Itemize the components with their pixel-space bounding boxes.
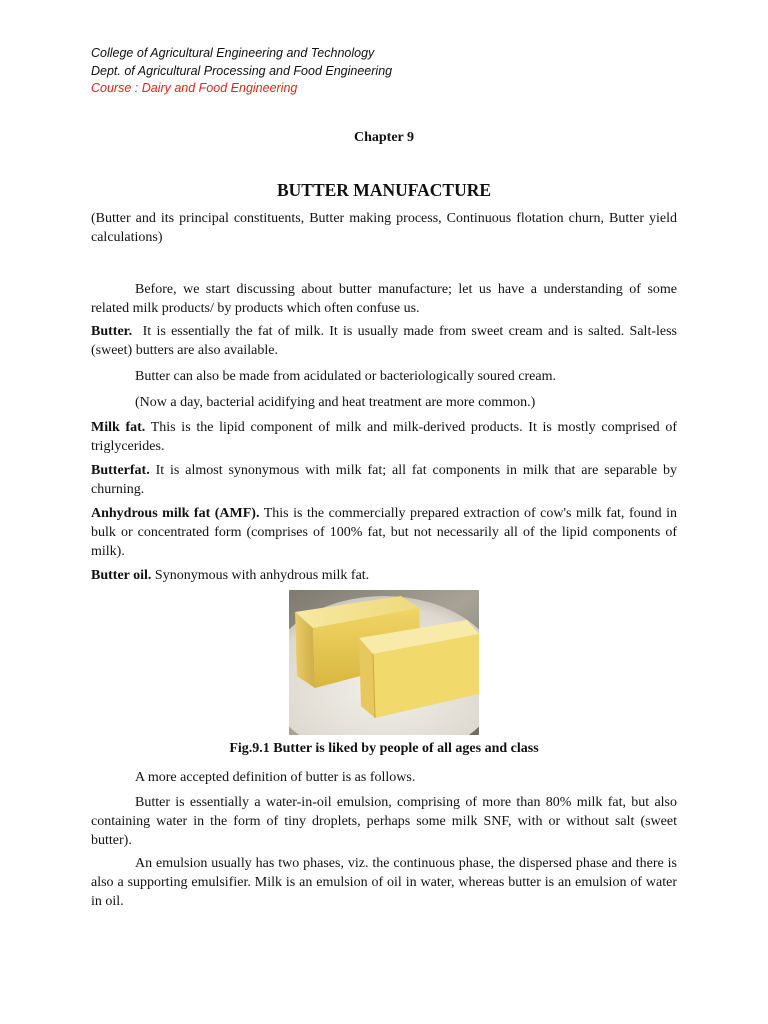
body-paragraph-2: Butter is essentially a water-in-oil emulsion, comprising of more than 80% milk fat, but also containing water in the form of tiny droplets, perhaps some milk SNF, with or without salt (sweet butter). [91,795,677,848]
body-paragraph-1: A more accepted definition of butter is as follows. [135,770,416,785]
definition-milk-fat [91,418,677,456]
definition-butter [91,322,677,360]
document-header [91,45,392,98]
department-name: Dept. of Agricultural Processing and Food Engineering [91,63,393,78]
term-butterfat: Butterfat. [91,463,150,478]
chapter-scope: (Butter and its principal constituents, Butter making process, Continuous flotation churn, Butter yield calculations) [91,211,677,245]
definition-butter-oil-text: Synonymous with anhydrous milk fat. [154,568,370,583]
definition-butterfat-text: It is almost synonymous with milk fat; all fat components in milk that are separable by churning. [91,463,677,497]
body-paragraph-3: An emulsion usually has two phases, viz. the continuous phase, the dispersed phase and there is also a supporting emulsifier. Milk is an emulsion of oil in water, whereas butter is an emulsion of water in oil. [91,856,677,909]
term-butter: Butter. [91,324,133,339]
term-amf: Anhydrous milk fat (AMF). [91,506,260,521]
butter-note-1: Butter can also be made from acidulated or bacteriologically soured cream. [135,369,556,384]
intro-paragraph: Before, we start discussing about butter manufacture; let us have a understanding of some related milk products/ by products which often confuse us. [91,282,677,316]
chapter-number: Chapter 9 [353,130,415,145]
definition-butter-oil [91,566,677,585]
figure-caption: Fig.9.1 Butter is liked by people of all ages and class [229,741,539,756]
chapter-title: BUTTER MANUFACTURE [276,180,492,200]
definition-milk-fat-text: This is the lipid component of milk and milk-derived products. It is mostly comprised of triglycerides. [91,420,678,454]
butter-photo [289,590,479,735]
definition-butter-text: It is essentially the fat of milk. It is usually made from sweet cream and is salted. Salt-less (sweet) butters are also available. [91,324,677,358]
definition-amf-text: This is the commercially prepared extraction of cow's milk fat, found in bulk or concentrated form (comprises of 100% fat, but not necessarily all of the lipid components of milk). [91,506,678,559]
definition-butterfat [91,461,677,499]
term-butter-oil: Butter oil. [91,568,152,583]
definition-amf [91,504,677,561]
butter-note-2: (Now a day, bacterial acidifying and heat treatment are more common.) [135,395,536,410]
college-name: College of Agricultural Engineering and Technology [91,46,375,60]
butter-illustration [289,590,479,735]
term-milk-fat: Milk fat. [91,420,146,435]
course-name: Course : Dairy and Food Engineering [91,81,298,95]
